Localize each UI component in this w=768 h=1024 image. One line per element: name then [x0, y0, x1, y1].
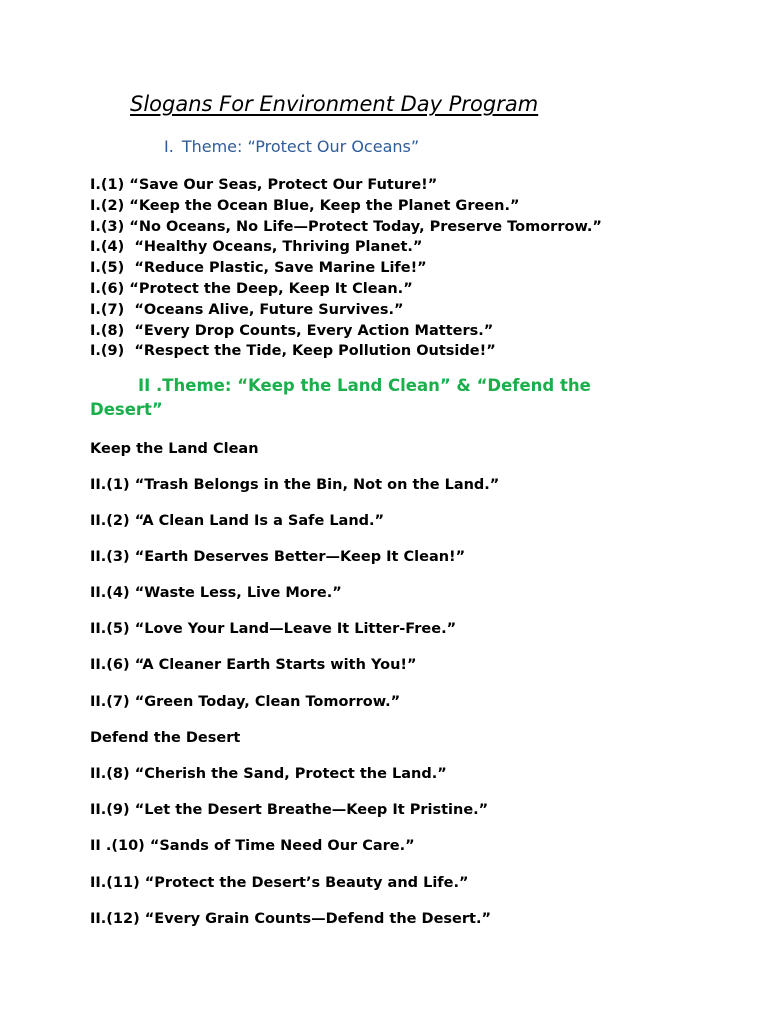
section1-theme-heading	[164, 137, 419, 156]
list-item: I.(8) “Every Drop Counts, Every Action Matters.”	[90, 322, 494, 339]
list-item: I.(3) “No Oceans, No Life—Protect Today, Preserve Tomorrow.”	[90, 218, 602, 235]
list-item: II.(2) “A Clean Land Is a Safe Land.”	[90, 513, 385, 529]
list-item: II.(3) “Earth Deserves Better—Keep It Clean!”	[90, 549, 466, 565]
list-item: I.(9) “Respect the Tide, Keep Pollution Outside!”	[90, 343, 496, 360]
list-item: II.(7) “Green Today, Clean Tomorrow.”	[90, 694, 401, 710]
list-item: II.(9) “Let the Desert Breathe—Keep It Pristine.”	[90, 802, 489, 818]
list-item: I.(1) “Save Our Seas, Protect Our Future!”	[90, 177, 438, 193]
list-item: II .(10) “Sands of Time Need Our Care.”	[90, 838, 415, 854]
section2-theme-text: II .Theme: “Keep the Land Clean” & “Defend the Desert”	[90, 376, 591, 419]
section1-numeral: I.	[164, 137, 174, 156]
document-title: Slogans For Environment Day Program	[130, 92, 539, 116]
list-item: II.(4) “Waste Less, Live More.”	[90, 585, 342, 601]
list-item: II.(12) “Every Grain Counts—Defend the Desert.”	[90, 911, 491, 927]
ocean-slogan-list	[90, 175, 602, 362]
list-item: I.(4) “Healthy Oceans, Thriving Planet.”	[90, 239, 423, 256]
list-item: II.(5) “Love Your Land—Leave It Litter-Free.”	[90, 621, 457, 637]
list-item: II.(8) “Cherish the Sand, Protect the Land.”	[90, 766, 447, 782]
section1-theme-text: Theme: “Protect Our Oceans”	[181, 137, 420, 156]
land-subheading: Keep the Land Clean	[90, 441, 259, 457]
list-item: I.(7) “Oceans Alive, Future Survives.”	[90, 301, 404, 318]
desert-subheading: Defend the Desert	[90, 730, 241, 746]
list-item: II.(1) “Trash Belongs in the Bin, Not on the Land.”	[90, 477, 500, 493]
list-item: II.(6) “A Cleaner Earth Starts with You!”	[90, 657, 417, 673]
list-item: II.(11) “Protect the Desert’s Beauty and Life.”	[90, 875, 469, 891]
list-item: I.(2) “Keep the Ocean Blue, Keep the Planet Green.”	[90, 197, 520, 214]
list-item: I.(6) “Protect the Deep, Keep It Clean.”	[90, 280, 413, 297]
list-item: I.(5) “Reduce Plastic, Save Marine Life!”	[90, 260, 427, 277]
section2-theme-heading	[90, 374, 650, 422]
